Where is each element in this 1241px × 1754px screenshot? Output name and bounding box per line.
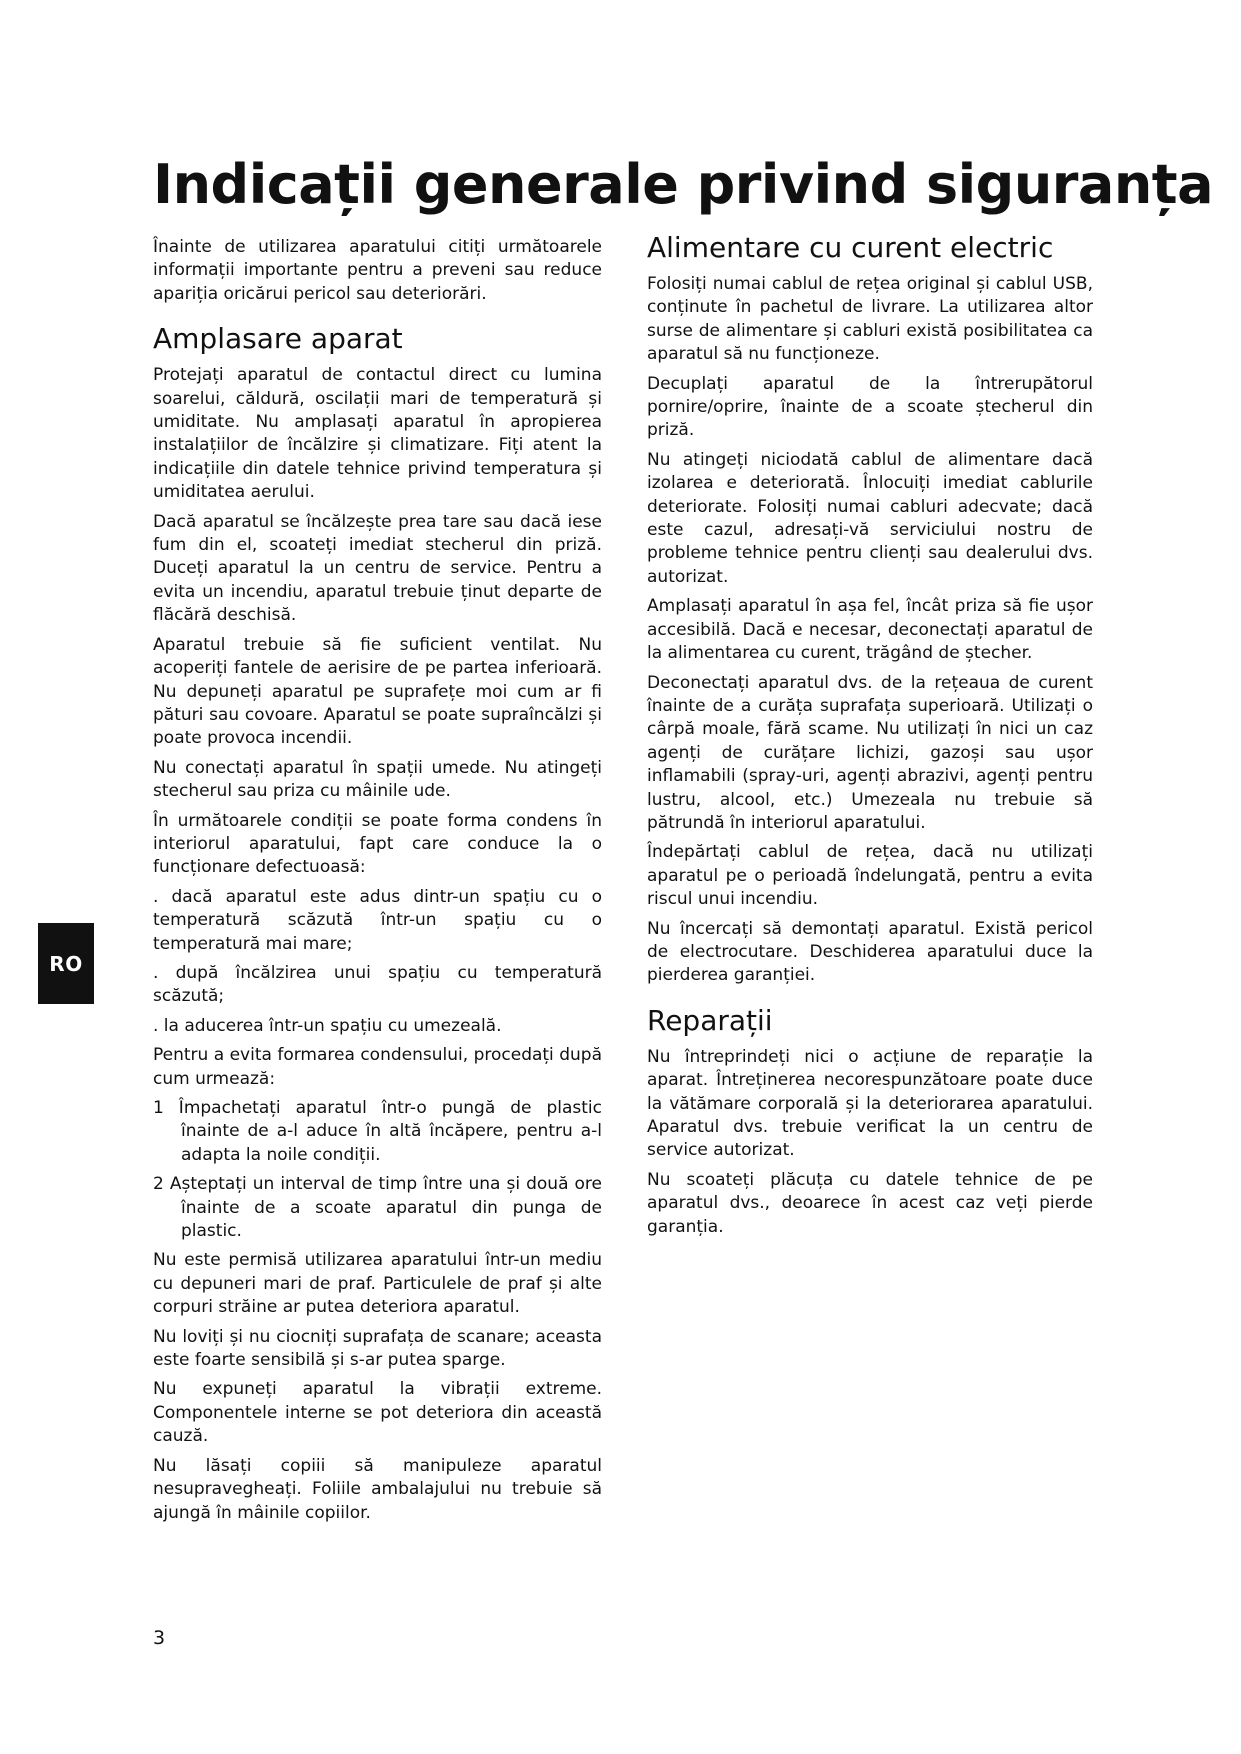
paragraph: Aparatul trebuie să fie suficient ventilat. Nu acoperiți fantele de aerisire de pe partea inferioară. Nu depuneți aparatul pe suprafețe moi cum ar fi pături sau covoare. Aparatul se poate supraîncălzi și poate provoca incendii.	[153, 634, 602, 749]
paragraph: Nu lăsați copiii să manipuleze aparatul nesupravegheați. Foliile ambalajului nu trebuie să ajungă în mâinile copiilor.	[153, 1455, 602, 1523]
paragraph: În următoarele condiții se poate forma condens în interiorul aparatului, fapt care conduce la o funcționare defectuoasă:	[153, 810, 602, 878]
section-heading-power: Alimentare cu curent electric	[647, 231, 1054, 264]
intro-paragraph: Înainte de utilizarea aparatului citiți următoarele informații importante pentru a preveni sau reduce apariția oricărui pericol sau deteriorări.	[153, 237, 602, 304]
paragraph: Dacă aparatul se încălzește prea tare sau dacă iese fum din el, scoateți imediat stecherul din priză. Duceți aparatul la un centru de service. Pentru a evita un incendiu, aparatul trebuie ținut departe de flăcără deschisă.	[153, 511, 602, 626]
right-column	[647, 231, 1093, 1245]
paragraph: Nu încercați să demontați aparatul. Există pericol de electrocutare. Deschiderea aparatului duce la pierderea garanției.	[647, 918, 1093, 986]
paragraph: Îndepărtați cablul de rețea, dacă nu utilizați aparatul pe o perioadă îndelungată, pentru a evita riscul unui incendiu.	[647, 842, 1093, 910]
section-heading-repairs: Reparații	[647, 1003, 773, 1037]
paragraph: Pentru a evita formarea condensului, procedați după cum urmează:	[153, 1045, 602, 1089]
paragraph: Decuplați aparatul de la întrerupătorul pornire/oprire, înainte de a scoate ștecherul din priză.	[647, 373, 1093, 441]
paragraph: Nu conectați aparatul în spații umede. Nu atingeți stecherul sau priza cu mâinile ude.	[153, 757, 602, 802]
page-number: 3	[153, 1627, 166, 1649]
condition-item: . la aducerea într-un spațiu cu umezeală.	[153, 1015, 502, 1036]
condition-item: . după încălzirea unui spațiu cu temperatură scăzută;	[153, 962, 602, 1007]
paragraph: Nu scoateți plăcuța cu datele tehnice de pe aparatul dvs., deoarece în acest caz veți pierde garanția.	[647, 1169, 1093, 1237]
paragraph: Nu atingeți niciodată cablul de alimentare dacă izolarea e deteriorată. Înlocuiți imediat cablurile deteriorate. Folosiți numai cabluri adecvate; dacă este cazul, adresați-vă serviciului nostru de probleme tehnice pentru clienți sau dealerului dvs. autorizat.	[647, 449, 1093, 587]
paragraph: Folosiți numai cablul de rețea original și cablul USB, conținute în pachetul de livrare. La utilizarea altor surse de alimentare și cabluri există posibilitatea ca aparatul să nu funcționeze.	[647, 274, 1093, 365]
paragraph: Nu este permisă utilizarea aparatului într-un mediu cu depuneri mari de praf. Particulele de praf și alte corpuri străine ar putea deteriora aparatul.	[153, 1250, 602, 1318]
paragraph: Deconectați aparatul dvs. de la rețeaua de curent înainte de a curăța suprafața superioară. Utilizați o cârpă moale, fără scame. Nu utilizați în nici un caz agenți de curățare lichizi, gazoși sau ușor inflamabili (spray-uri, agenți abrazivi, agenți pentru lustru, alcool, etc.) Umezeala nu trebuie să pătrundă în interiorul aparatului.	[647, 672, 1093, 833]
paragraph: Nu expuneți aparatul la vibrații extreme. Componentele interne se pot deteriora din această cauză.	[153, 1379, 602, 1447]
left-column	[153, 236, 602, 1531]
numbered-step: 2 Așteptați un interval de timp între una și două ore înainte de a scoate aparatul din punga de plastic.	[153, 1174, 602, 1242]
page-title: Indicații generale privind siguranța	[153, 153, 1214, 216]
section-heading-placement: Amplasare aparat	[153, 322, 403, 356]
paragraph: Amplasați aparatul în așa fel, încât priza să fie ușor accesibilă. Dacă e necesar, deconectați aparatul de la alimentarea cu curent, trăgând de ștecher.	[647, 596, 1093, 664]
paragraph: Nu întreprindeți nici o acțiune de reparație la aparat. Întreținerea necorespunzătoare poate duce la vătămare corporală și la deteriorarea aparatului. Aparatul dvs. trebuie verificat la un centru de service autorizat.	[647, 1046, 1093, 1161]
condition-item: . dacă aparatul este adus dintr-un spațiu cu o temperatură scăzută într-un spațiu cu o temperatură mai mare;	[153, 886, 602, 954]
paragraph: Nu loviți și nu ciocniți suprafața de scanare; aceasta este foarte sensibilă și s-ar putea sparge.	[153, 1326, 602, 1371]
numbered-step: 1 Împachetați aparatul într-o pungă de plastic înainte de a-l aduce în altă încăpere, pentru a-l adapta la noile condiții.	[153, 1098, 602, 1165]
language-tab: RO	[38, 923, 94, 1004]
paragraph: Protejați aparatul de contactul direct cu lumina soarelui, căldură, oscilații mari de temperatură și umiditate. Nu amplasați aparatul în apropierea instalațiilor de încălzire și climatizare. Fiți atent la indicațiile din datele tehnice privind temperatura și umiditatea aerului.	[153, 365, 602, 503]
